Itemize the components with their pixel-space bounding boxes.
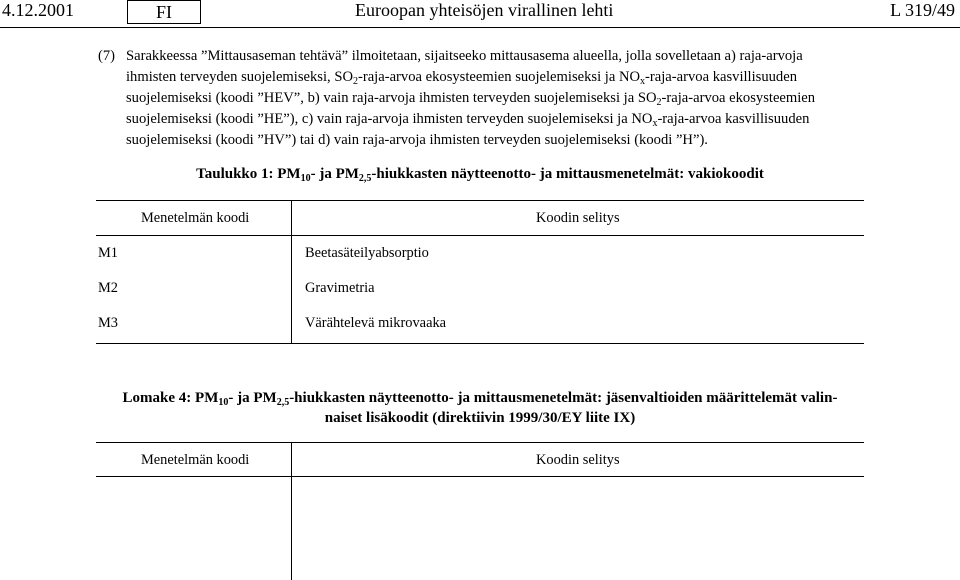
paragraph-text: -raja-arvoa kasvillisuuden <box>645 69 798 85</box>
subscript: 2 <box>656 97 662 108</box>
table2-title-text: Lomake 4: PM <box>122 390 219 406</box>
header-date: 4.12.2001 <box>2 0 74 20</box>
table1-col-code-header: Menetelmän koodi <box>141 210 250 226</box>
subscript: 2 <box>352 76 358 87</box>
table2-title <box>96 388 864 428</box>
table1-cell-desc: Värähtelevä mikrovaaka <box>305 315 447 331</box>
table1-col-desc-header: Koodin selitys <box>536 210 620 226</box>
table1-top-rule <box>96 200 864 201</box>
paragraph-7 <box>98 46 862 151</box>
table2-title-line: naiset lisäkoodit (direktiivin 1999/30/EY liite IX) <box>324 410 636 426</box>
header-journal-title: Euroopan yhteisöjen virallinen lehti <box>355 0 614 20</box>
table2-column-divider <box>291 442 292 580</box>
paragraph-text: suojelemiseksi (koodi ”HV”) tai d) vain raja-arvoja ihmisten terveyden suojelemiseksi (koodi ”H”). <box>126 132 708 148</box>
subscript: 2,5 <box>276 397 290 408</box>
table2-title-text: -hiukkasten näytteenotto- ja mittausmenetelmät: jäsenvaltioiden määrittelemät valin- <box>289 390 838 406</box>
paragraph-text: suojelemiseksi (koodi ”HE”), c) vain raja-arvoja ihmisten terveyden suojelemiseksi ja NO <box>126 111 653 127</box>
paragraph-number: (7) <box>98 48 116 64</box>
header-language-box: FI <box>127 0 201 24</box>
subscript: 2,5 <box>358 173 372 184</box>
subscript: x <box>640 76 646 87</box>
header-rule <box>0 27 960 28</box>
table1-cell-code: M3 <box>98 315 118 331</box>
table1-bottom-rule <box>96 343 864 344</box>
paragraph-line <box>98 67 862 88</box>
header-page-number: L 319/49 <box>890 0 955 20</box>
table1-title-text: - ja PM <box>310 166 359 182</box>
paragraph-text: -raja-arvoa kasvillisuuden <box>657 111 810 127</box>
paragraph-text: Sarakkeessa ”Mittausaseman tehtävä” ilmoitetaan, sijaitseeko mittausasema alueella, jolla sovelletaan a) raja-arvoja <box>126 48 803 64</box>
table2-top-rule <box>96 442 864 443</box>
table1-title-text: -hiukkasten näytteenotto- ja mittausmenetelmät: vakiokoodit <box>371 166 764 182</box>
table2-header-rule <box>96 476 864 477</box>
table1-cell-code: M2 <box>98 280 118 296</box>
table2-col-code-header: Menetelmän koodi <box>141 452 250 468</box>
table1-title <box>0 166 960 183</box>
paragraph-line <box>98 46 862 67</box>
table2-col-desc-header: Koodin selitys <box>536 452 620 468</box>
table1-cell-desc: Beetasäteilyabsorptio <box>305 245 429 261</box>
table2-title-text: - ja PM <box>228 390 277 406</box>
table2-title-line <box>96 388 864 408</box>
paragraph-text: -raja-arvoa ekosysteemien suojelemiseksi ja NO <box>357 69 641 85</box>
paragraph-text: ihmisten terveyden suojelemiseksi, SO <box>126 69 353 85</box>
paragraph-text: -raja-arvoa ekosysteemien <box>661 90 816 106</box>
paragraph-line <box>98 130 862 151</box>
paragraph-text: suojelemiseksi (koodi ”HEV”, b) vain raja-arvoja ihmisten terveyden suojelemiseksi ja SO <box>126 90 657 106</box>
table1-cell-desc: Gravimetria <box>305 280 375 296</box>
paragraph-line <box>98 88 862 109</box>
table1-column-divider <box>291 200 292 343</box>
page-header <box>0 0 960 28</box>
table1-cell-code: M1 <box>98 245 118 261</box>
paragraph-line <box>98 109 862 130</box>
table1-header-rule <box>96 235 864 236</box>
subscript: x <box>652 118 658 129</box>
subscript: 10 <box>300 173 311 184</box>
table1-title-text: Taulukko 1: PM <box>196 166 301 182</box>
subscript: 10 <box>218 397 229 408</box>
